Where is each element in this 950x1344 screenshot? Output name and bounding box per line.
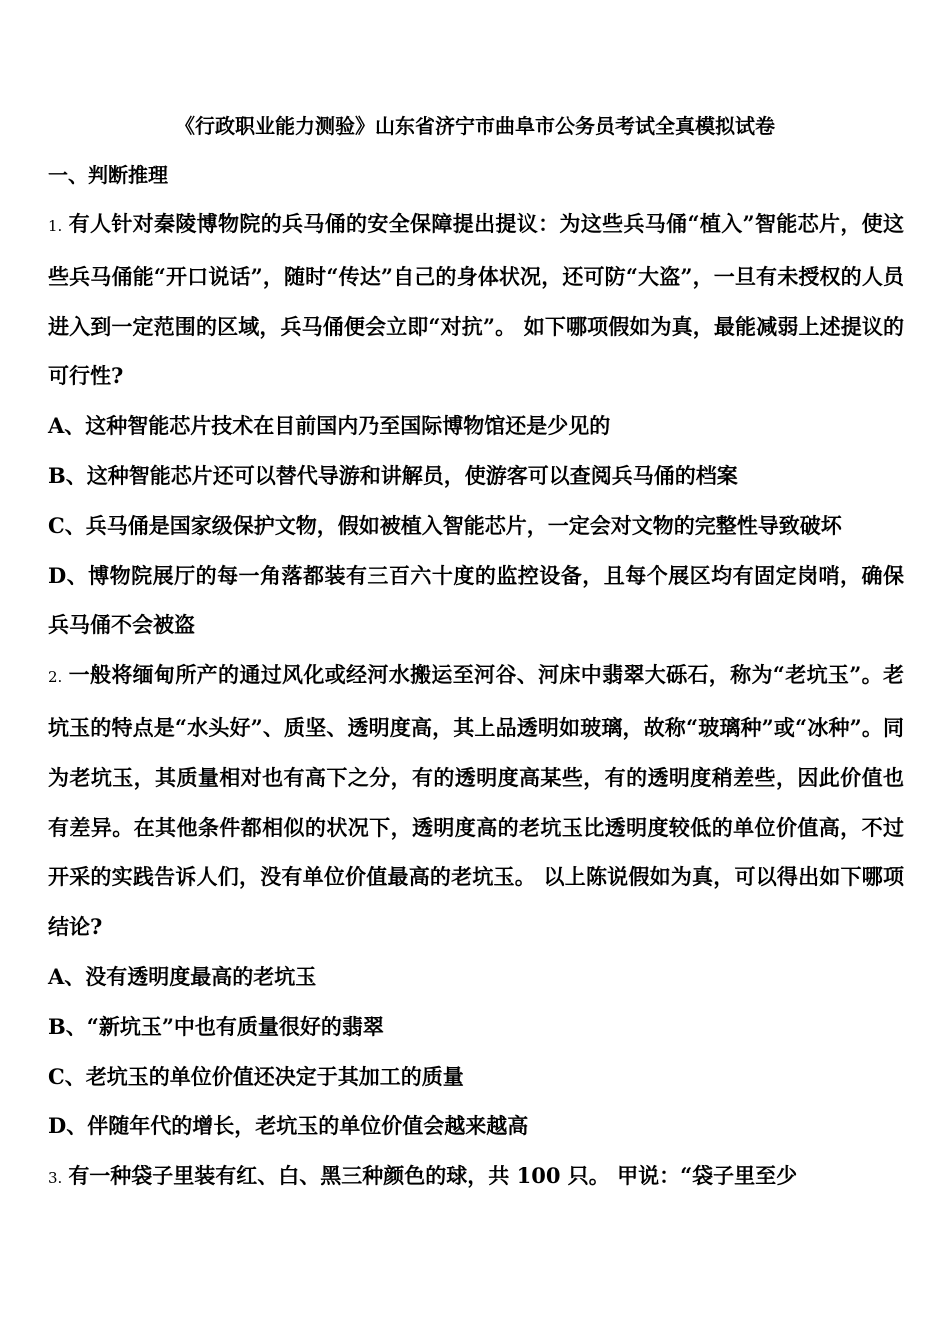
question-1-option-d: D、博物院展厅的每一角落都装有三百六十度的监控设备，且每个展区均有固定岗哨，确保兵马俑不会被盗 [48, 562, 904, 638]
question-2-text: 一般将缅甸所产的通过风化或经河水搬运至河谷、河床中翡翠大砾石，称为“老坑玉”。老坑玉的特点是“水头好”、质坚、透明度高，其上品透明如玻璃，故称“玻璃种”或“冰种”。同为老坑玉，其质量相对也有高下之分，有的透明度高某些，有的透明度稍差些，因此价值也有差异。在其他条件都相似的状况下，透明度高的老坑玉比透明度较低的单位价值高，不过开采的实践告诉人们，没有单位价值最高的老坑玉。 以上陈说假如为真，可以得出如下哪项结论? [48, 662, 904, 940]
question-1-option-c: C、兵马俑是国家级保护文物，假如被植入智能芯片，一定会对文物的完整性导致破坏 [48, 512, 842, 538]
question-3-text: 有一种袋子里装有红、白、黑三种颜色的球，共 100 只。 甲说：“袋子里至少 [68, 1163, 798, 1189]
question-2-stem [48, 650, 904, 952]
document-title: 《行政职业能力测验》山东省济宁市曲阜市公务员考试全真模拟试卷 [175, 114, 775, 138]
question-3-number: 3. [48, 1169, 63, 1188]
question-2-number: 2. [48, 668, 63, 687]
question-1-stem [48, 199, 904, 401]
question-2-option-b: B、“新坑玉”中也有质量很好的翡翠 [48, 1013, 384, 1039]
question-1-number: 1. [48, 217, 63, 235]
question-list [48, 199, 904, 1204]
question-1-text: 有人针对秦陵博物院的兵马俑的安全保障提出提议：为这些兵马俑“植入”智能芯片，使这些兵马俑能“开口说话”，随时“传达”自己的身体状况，还可防“大盗”，一旦有未授权的人员进入到一定范围的区域，兵马俑便会立即“对抗”。 如下哪项假如为真，最能减弱上述提议的可行性? [48, 211, 904, 389]
question-2-option-a: A、没有透明度最高的老坑玉 [48, 963, 317, 989]
question-3-stem [48, 1151, 904, 1204]
section-heading: 一、判断推理 [48, 163, 168, 187]
question-2-option-c: C、老坑玉的单位价值还决定于其加工的质量 [48, 1063, 464, 1089]
question-1-option-a: A、这种智能芯片技术在目前国内乃至国际博物馆还是少见的 [48, 413, 611, 439]
question-2-option-d: D、伴随年代的增长，老坑玉的单位价值会越来越高 [48, 1113, 529, 1139]
question-1-option-b: B、这种智能芯片还可以替代导游和讲解员，使游客可以查阅兵马俑的档案 [48, 462, 738, 488]
